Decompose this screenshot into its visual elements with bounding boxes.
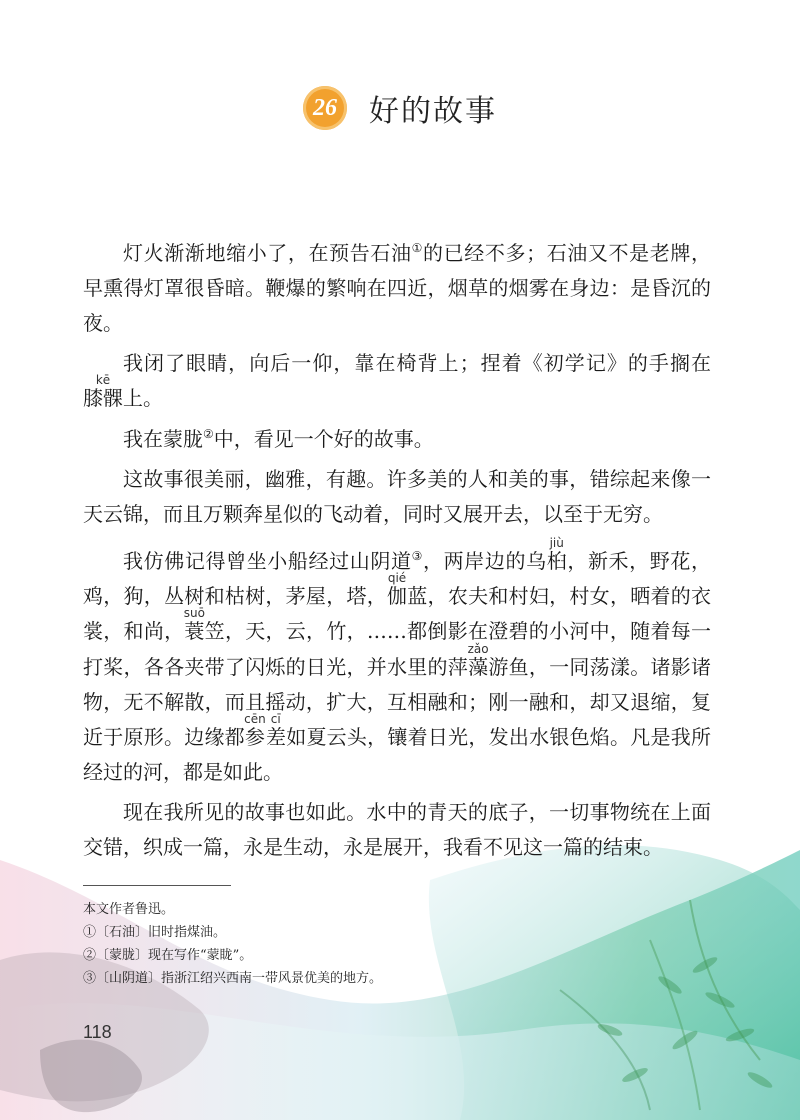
pinyin-annotation: 桕jiù <box>546 536 568 573</box>
lesson-title: 好的故事 <box>369 94 497 129</box>
footnote-3: ③〔山阴道〕指浙江绍兴西南一带风景优美的地方。 <box>83 971 383 986</box>
paragraph-2: 我闭了眼睛，向后一仰，靠在椅背上；捏着《初学记》的手搁在膝髁kē上。 <box>83 351 711 410</box>
lesson-number: 26 <box>313 94 337 121</box>
footnote-ref-3: ③ <box>411 549 423 563</box>
pinyin-annotation: 差cī <box>265 712 287 749</box>
footnote-2: ②〔蒙胧〕现在写作“蒙眬”。 <box>83 948 253 963</box>
lesson-number-badge <box>303 86 347 130</box>
paragraph-6: 现在我所见的故事也如此。水中的青天的底子，一切事物统在上面交错，织成一篇，永是生动，永是展开，我看不见这一篇的结束。 <box>83 800 711 859</box>
pinyin-annotation: 蓑suō <box>183 606 205 643</box>
footnote-author: 本文作者鲁迅。 <box>83 902 175 917</box>
footnote-divider <box>83 885 231 886</box>
footnote-1: ①〔石油〕旧时指煤油。 <box>83 925 227 940</box>
paragraph-3: 我在蒙胧②中，看见一个好的故事。 <box>123 427 434 451</box>
lesson-header <box>0 86 800 142</box>
footnote-ref-1: ① <box>411 241 423 255</box>
footnote-ref-2: ② <box>203 427 214 441</box>
pinyin-annotation: 藻zǎo <box>467 642 489 679</box>
page-number: 118 <box>83 1022 112 1042</box>
pinyin-annotation: 参cēn <box>244 712 266 749</box>
footnotes <box>83 898 583 990</box>
paragraph-4: 这故事很美丽，幽雅，有趣。许多美的人和美的事，错综起来像一天云锦，而且万颗奔星似的飞动着，同时又展开去，以至于无穷。 <box>83 467 711 526</box>
pinyin-annotation: 膝髁kē <box>83 373 123 410</box>
paragraph-5: 我仿佛记得曾坐小船经过山阴道③，两岸边的乌桕jiù，新禾，野花，鸡，狗，丛树和枯树，茅屋，塔，伽qié蓝，农夫和村妇，村女，晒着的衣裳，和尚，蓑suō笠，天，云，竹，……都倒影在澄碧的小河中，随着每一打桨，各各夹带了闪烁的日光，并水里的萍藻zǎo游鱼，一同荡漾。诸影诸物，无不解散，而且摇动，扩大，互相融和；刚一融和，却又退缩，复近于原形。边缘都参cēn差cī如夏云头，镶着日光，发出水银色焰。凡是我所经过的河，都是如此。 <box>83 536 712 784</box>
pinyin-annotation: 伽qié <box>387 571 408 608</box>
article-body <box>83 236 711 870</box>
paragraph-1: 灯火渐渐地缩小了，在预告石油①的已经不多；石油又不是老牌，早熏得灯罩很昏暗。鞭爆的繁响在四近，烟草的烟雾在身边：是昏沉的夜。 <box>83 241 712 335</box>
